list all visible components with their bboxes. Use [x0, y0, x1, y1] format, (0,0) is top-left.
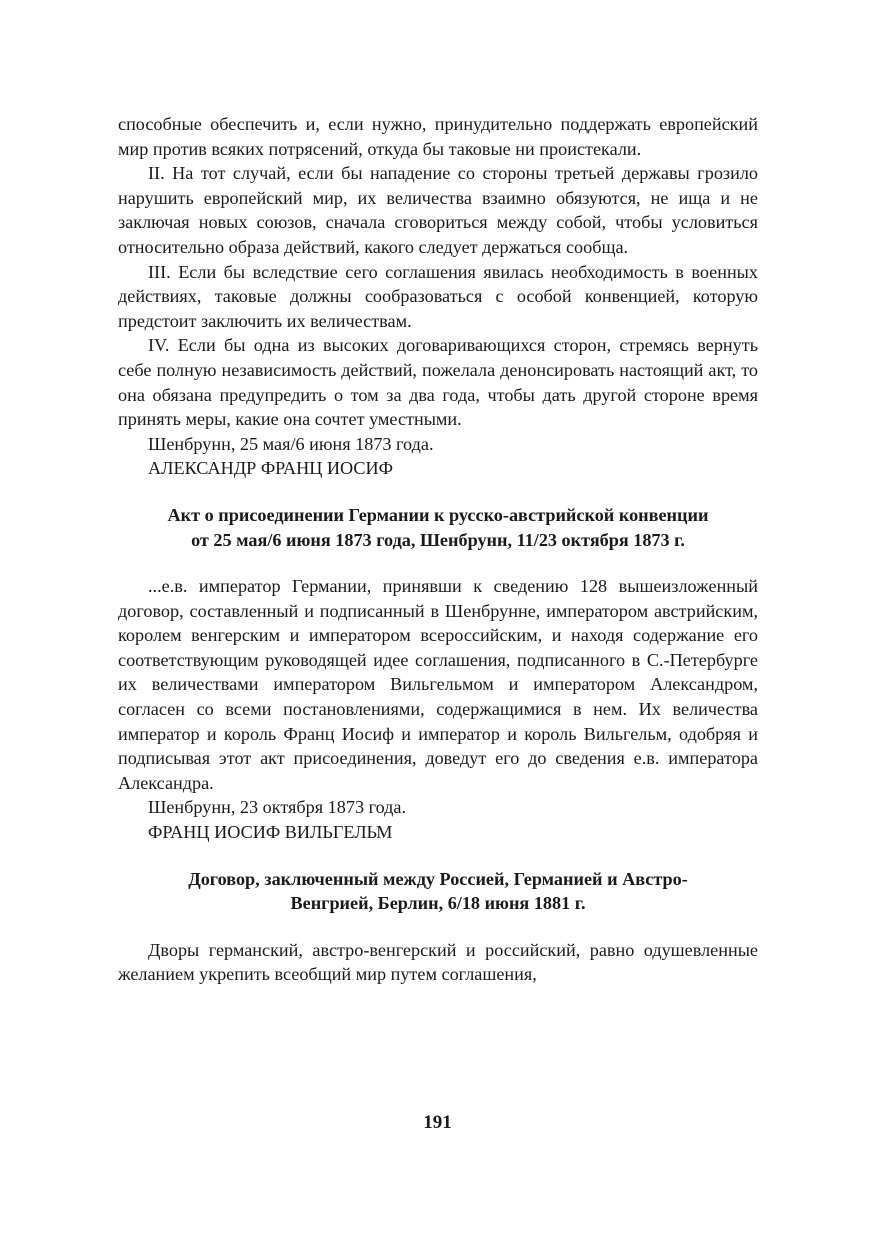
page-number: 191 [423, 1112, 452, 1133]
place-date-2: Шенбрунн, 23 октября 1873 года. [148, 797, 407, 818]
section-heading-act-line2: от 25 мая/6 июня 1873 года, Шенбрунн, 11/23 октября 1873 г. [191, 529, 685, 550]
paragraph-article-3: III. Если бы вследствие сего соглашения явилась необходимость в военных действиях, таковые должны сообразоваться с особой конвенцией, которую предстоит заключить их величествам. [118, 261, 758, 331]
signature-2: ФРАНЦ ИОСИФ ВИЛЬГЕЛЬМ [148, 822, 393, 843]
place-date-1: Шенбрунн, 25 мая/6 июня 1873 года. [148, 433, 434, 454]
section-heading-treaty [118, 867, 758, 916]
section-heading-act [118, 503, 758, 552]
paragraph-article-4: IV. Если бы одна из высоких договаривающихся сторон, стремясь вернуть себе полную независимость действий, пожелала денонсировать настоящий акт, то она обязана предупредить о том за два года, чтобы дать другой стороне время принять меры, какие она сочтет уместными. [118, 335, 758, 430]
paragraph-continuation: способные обеспечить и, если нужно, принудительно поддержать европейский мир против всяких потрясений, откуда бы таковые ни проистекали. [118, 114, 758, 159]
paragraph-act-body: ...е.в. император Германии, принявши к сведению 128 вышеизложенный договор, составленный и подписанный в Шенбрунне, императором австрийским, королем венгерским и императором всероссийским, и находя содержание его соответствующим руководящей идее соглашения, подписанного в С.-Петербурге их величествами императором Вильгельмом и императором Александром, согласен со всеми постановлениями, содержащимися в нем. Их величества император и король Франц Иосиф и император и король Вильгельм, одобряя и подписывая этот акт присоединения, доведут его до сведения е.в. императора Александра. [118, 576, 758, 793]
section-heading-treaty-line1: Договор, заключенный между Россией, Германией и Австро- [188, 868, 688, 889]
paragraph-article-2: II. На тот случай, если бы нападение со стороны третьей державы грозило нарушить европейский мир, их величества взаимно обязуются, не ища и не заключая новых союзов, сначала сговориться между собой, чтобы условиться относительно образа действий, какого следует держаться сообща. [118, 163, 758, 257]
page-body [118, 112, 758, 987]
section-heading-act-line1: Акт о присоединении Германии к русско-австрийской конвенции [167, 504, 709, 525]
paragraph-treaty-preamble: Дворы германский, австро-венгерский и российский, равно одушевленные желанием укрепить всеобщий мир путем соглашения, [118, 939, 758, 985]
section-heading-treaty-line2: Венгрией, Берлин, 6/18 июня 1881 г. [290, 893, 586, 914]
signature-1: АЛЕКСАНДР ФРАНЦ ИОСИФ [148, 458, 394, 479]
